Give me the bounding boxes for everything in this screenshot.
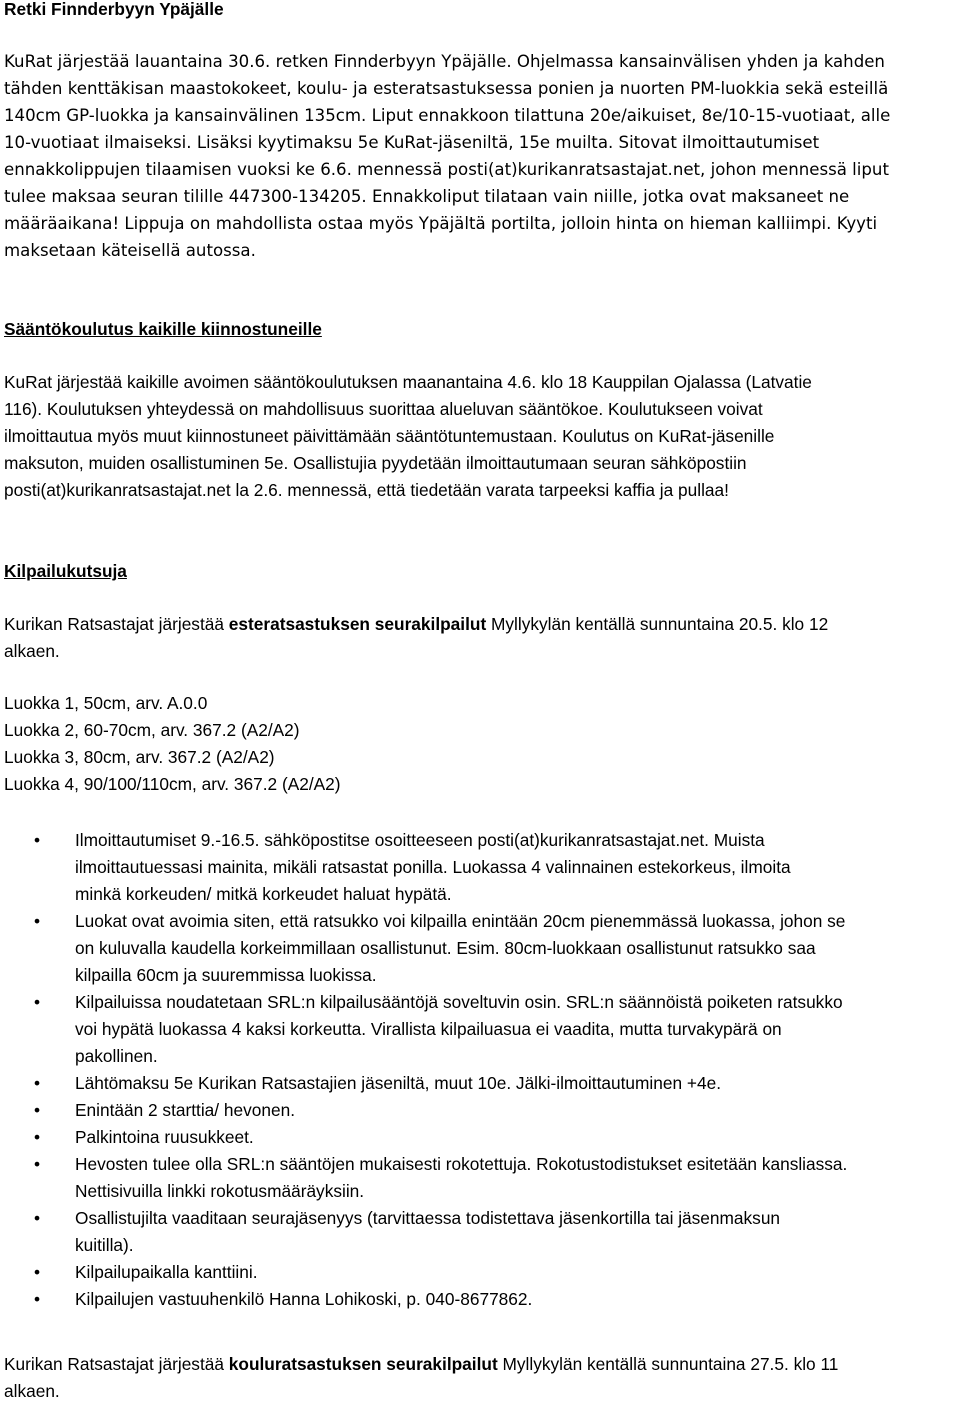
section-title-rules-training: Sääntökoulutus kaikille kiinnostuneille: [4, 319, 322, 339]
bullet-item: [0, 1124, 960, 1151]
outro-text: Kurikan Ratsastajat järjestää: [4, 1354, 229, 1374]
intro-line-2: alkaen.: [4, 641, 60, 661]
bullet-icon: •: [34, 1289, 41, 1309]
intro-event-name: esteratsastuksen seurakilpailut: [228, 614, 487, 634]
bullet-line: Kilpailupaikalla kanttiini.: [75, 1262, 258, 1282]
bullet-line: Nettisivuilla linkki rokotusmääräyksiin.: [75, 1181, 365, 1201]
section-title-competitions: Kilpailukutsuja: [4, 561, 127, 581]
bullet-line: Luokat ovat avoimia siten, että ratsukko voi kilpailla enintään 20cm pienemmässä luokassa, johon se: [75, 911, 846, 931]
class-item: Luokka 1, 50cm, arv. A.0.0: [4, 693, 208, 713]
trip-line: KuRat järjestää lauantaina 30.6. retken Finnderbyyn Ypäjälle. Ohjelmassa kansainvälisen yhden ja kahden: [4, 52, 885, 71]
bullet-line: on kuluvalla kaudella korkeimmillaan osallistunut. Esim. 80cm-luokkaan osallistunut ratsukko saa: [75, 938, 816, 958]
trip-line: tähden kenttäkisan maastokokeet, koulu- ja esteratsastuksessa ponien ja nuorten PM-luokkia sekä esteillä: [4, 79, 889, 98]
bullet-item: [0, 1151, 960, 1205]
rules-line: KuRat järjestää kaikille avoimen sääntökoulutuksen maanantaina 4.6. klo 18 Kauppilan Ojalassa (Latvatie: [4, 372, 812, 392]
trip-paragraph: [4, 48, 960, 264]
bullet-icon: •: [34, 1127, 41, 1147]
bullet-item: [0, 1286, 960, 1313]
bullet-item: [0, 1205, 960, 1259]
bullet-line: kilpailla 60cm ja suuremmissa luokissa.: [75, 965, 377, 985]
bullet-icon: •: [34, 1208, 41, 1228]
section-title-trip: Retki Finnderbyyn Ypäjälle: [4, 0, 224, 19]
bullet-line: kuitilla).: [75, 1235, 134, 1255]
bullet-item: [0, 1097, 960, 1124]
bullet-line: voi hypätä luokassa 4 kaksi korkeutta. Virallista kilpailuasua ei vaadita, mutta turvakypärä on: [75, 1019, 782, 1039]
rules-line: posti(at)kurikanratsastajat.net la 2.6. mennessä, että tiedetään varata tarpeeksi kaffia ja pullaa!: [4, 480, 729, 500]
class-item: Luokka 2, 60-70cm, arv. 367.2 (A2/A2): [4, 720, 300, 740]
trip-line: ennakkolippujen tilaamisen vuoksi ke 6.6. mennessä posti(at)kurikanratsastajat.net, johon mennessä liput: [4, 160, 889, 179]
rules-training-paragraph: [4, 369, 960, 504]
trip-line: määräaikana! Lippuja on mahdollista ostaa myös Ypäjältä portilta, jolloin hinta on hieman kalliimpi. Kyyti: [4, 214, 878, 233]
bullet-icon: •: [34, 1154, 41, 1174]
class-item: Luokka 3, 80cm, arv. 367.2 (A2/A2): [4, 747, 275, 767]
trip-line: tulee maksaa seuran tilille 447300-134205. Ennakkoliput tilataan vain niille, jotka ovat maksaneet ne: [4, 187, 850, 206]
class-list: [4, 690, 960, 798]
bullet-line: Kilpailuissa noudatetaan SRL:n kilpailusääntöjä soveltuvin osin. SRL:n säännöistä poiketen ratsukko: [75, 992, 843, 1012]
bullet-line: minkä korkeuden/ mitkä korkeudet haluat hypätä.: [75, 884, 452, 904]
bullet-icon: •: [34, 1262, 41, 1282]
intro-line: [4, 611, 960, 638]
bullet-item: [0, 1070, 960, 1097]
outro-line: [4, 1351, 960, 1378]
bullet-line: Lähtömaksu 5e Kurikan Ratsastajien jäseniltä, muut 10e. Jälki-ilmoittautuminen +4e.: [75, 1073, 721, 1093]
bullet-line: Ilmoittautumiset 9.-16.5. sähköpostitse osoitteeseen posti(at)kurikanratsastajat.net. Muista: [75, 830, 765, 850]
bullet-line: Kilpailujen vastuuhenkilö Hanna Lohikoski, p. 040-8677862.: [75, 1289, 533, 1309]
bullet-icon: •: [34, 830, 41, 850]
intro-text: Kurikan Ratsastajat järjestää: [4, 614, 229, 634]
rules-line: maksuton, muiden osallistuminen 5e. Osallistujia pyydetään ilmoittautumaan seuran sähköpostiin: [4, 453, 747, 473]
trip-line: maksetaan käteisellä autossa.: [4, 241, 256, 260]
competition-intro: [4, 611, 960, 665]
bullet-item: [0, 989, 960, 1070]
outro-event-name: kouluratsastuksen seurakilpailut: [228, 1354, 498, 1374]
rules-line: ilmoittautua myös muut kiinnostuneet päivittämään sääntötuntemustaan. Koulutus on KuRat-jäsenille: [4, 426, 775, 446]
bullet-icon: •: [34, 992, 41, 1012]
bullet-line: Palkintoina ruusukkeet.: [75, 1127, 254, 1147]
bullet-item: [0, 908, 960, 989]
outro-line-2: alkaen.: [4, 1381, 60, 1401]
bullet-icon: •: [34, 911, 41, 931]
bullet-item: [0, 827, 960, 908]
outro-text-end: Myllykylän kentällä sunnuntaina 27.5. klo 11: [497, 1354, 839, 1374]
bullet-line: Osallistujilta vaaditaan seurajäsenyys (tarvittaessa todistettava jäsenkortilla tai jäsenmaksun: [75, 1208, 781, 1228]
bullet-line: ilmoittautuessasi mainita, mikäli ratsastat ponilla. Luokassa 4 valinnainen estekorkeus, ilmoita: [75, 857, 791, 877]
bullet-line: pakollinen.: [75, 1046, 158, 1066]
trip-line: 140cm GP-luokka ja kansainvälinen 135cm. Liput ennakkoon tilattuna 20e/aikuiset, 8e/10-15-vuotiaat, alle: [4, 106, 891, 125]
class-item: Luokka 4, 90/100/110cm, arv. 367.2 (A2/A2): [4, 774, 341, 794]
bullet-item: [0, 1259, 960, 1286]
bullet-line: Enintään 2 starttia/ hevonen.: [75, 1100, 296, 1120]
bullet-line: Hevosten tulee olla SRL:n sääntöjen mukaisesti rokotettuja. Rokotustodistukset esitetään kansliassa.: [75, 1154, 848, 1174]
bullet-icon: •: [34, 1073, 41, 1093]
info-bullet-list: [0, 827, 960, 1313]
trip-line: 10-vuotiaat ilmaiseksi. Lisäksi kyytimaksu 5e KuRat-jäseniltä, 15e muilta. Sitovat ilmoittautumiset: [4, 133, 820, 152]
competition-outro: [4, 1351, 960, 1405]
intro-text-end: Myllykylän kentällä sunnuntaina 20.5. klo 12: [486, 614, 829, 634]
rules-line: 116). Koulutuksen yhteydessä on mahdollisuus suorittaa alueluvan sääntökoe. Koulutukseen voivat: [4, 399, 763, 419]
bullet-icon: •: [34, 1100, 41, 1120]
